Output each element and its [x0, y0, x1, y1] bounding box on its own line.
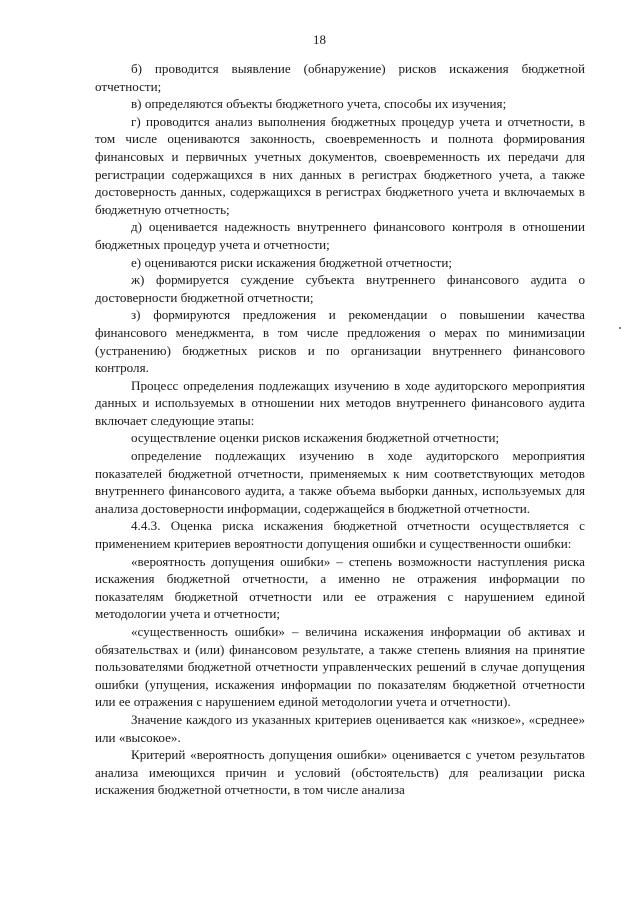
paragraph-error-probability-definition: «вероятность допущения ошибки» – степень возможности наступления риска искажения бюджетной отчетности, а именно не отражения информации по показателям бюджетной отчетности или ее отражения с нарушением единой методологии учета и отчетности;	[95, 553, 585, 622]
paragraph-zh: ж) формируется суждение субъекта внутреннего финансового аудита о достоверности бюджетной отчетности;	[95, 272, 585, 305]
paragraph-error-materiality-definition: «существенность ошибки» – величина искажения информации об активах и обязательствах и (или) финансовом результате, а также степень влияния на принятие пользователями бюджетной отчетности управленческих решений в случае допущения ошибки (упущения, искажения информации по показателям бюджетной отчетности или ее отражения с нарушением единой методологии учета и отчетности).	[95, 624, 585, 710]
paragraph-d: д) оценивается надежность внутреннего финансового контроля в отношении бюджетных процедур учета и отчетности;	[95, 219, 585, 252]
paragraph-v: в) определяются объекты бюджетного учета, способы их изучения;	[131, 96, 507, 112]
page-number: 18	[313, 32, 326, 47]
paragraph-probability-criterion: Критерий «вероятность допущения ошибки» оценивается с учетом результатов анализа имеющихся причин и условий (обстоятельств) для реализации риска искажения бюджетной отчетности, в том числе анализа	[95, 747, 585, 798]
paragraph-e: е) оцениваются риски искажения бюджетной отчетности;	[131, 254, 453, 270]
paragraph-z: з) формируются предложения и рекомендации о повышении качества финансового менеджмента, в том числе предложения о мерах по минимизации (устранению) бюджетных рисков и по организации внутреннего финансового контроля.	[95, 307, 585, 376]
paragraph-section-4-4-3: 4.4.3. Оценка риска искажения бюджетной отчетности осуществляется с применением критериев вероятности допущения ошибки и существенности ошибки:	[95, 518, 585, 552]
document-body	[95, 60, 585, 799]
paragraph-criteria-values: Значение каждого из указанных критериев оценивается как «низкое», «среднее» или «высокое».	[95, 711, 585, 745]
paragraph-g: г) проводится анализ выполнения бюджетных процедур учета и отчетности, в том числе оцениваются законность, своевременность и полнота формирования финансовых и первичных учетных документов, своевременность их передачи для регистрации содержащихся в них данных в регистрах бюджетного учета, а также достоверность данных, содержащихся в регистрах бюджетного учета и включаемых в бюджетную отчетность;	[95, 113, 585, 217]
paragraph-stage-indicators: определение подлежащих изучению в ходе аудиторского мероприятия показателей бюджетной отчетности, применяемых к ним соответствующих методов внутреннего финансового аудита, а также объема выборки данных, используемых для анализа достоверности информации, содержащейся в бюджетной отчетности.	[95, 448, 585, 516]
margin-mark	[619, 327, 621, 329]
paragraph-b: б) проводится выявление (обнаружение) рисков искажения бюджетной отчетности;	[95, 61, 585, 94]
paragraph-stage-risk-assessment: осуществление оценки рисков искажения бюджетной отчетности;	[131, 430, 500, 446]
paragraph-process-stages: Процесс определения подлежащих изучению в ходе аудиторского мероприятия данных и используемых в отношении них методов внутреннего финансового аудита включает следующие этапы:	[95, 377, 585, 428]
